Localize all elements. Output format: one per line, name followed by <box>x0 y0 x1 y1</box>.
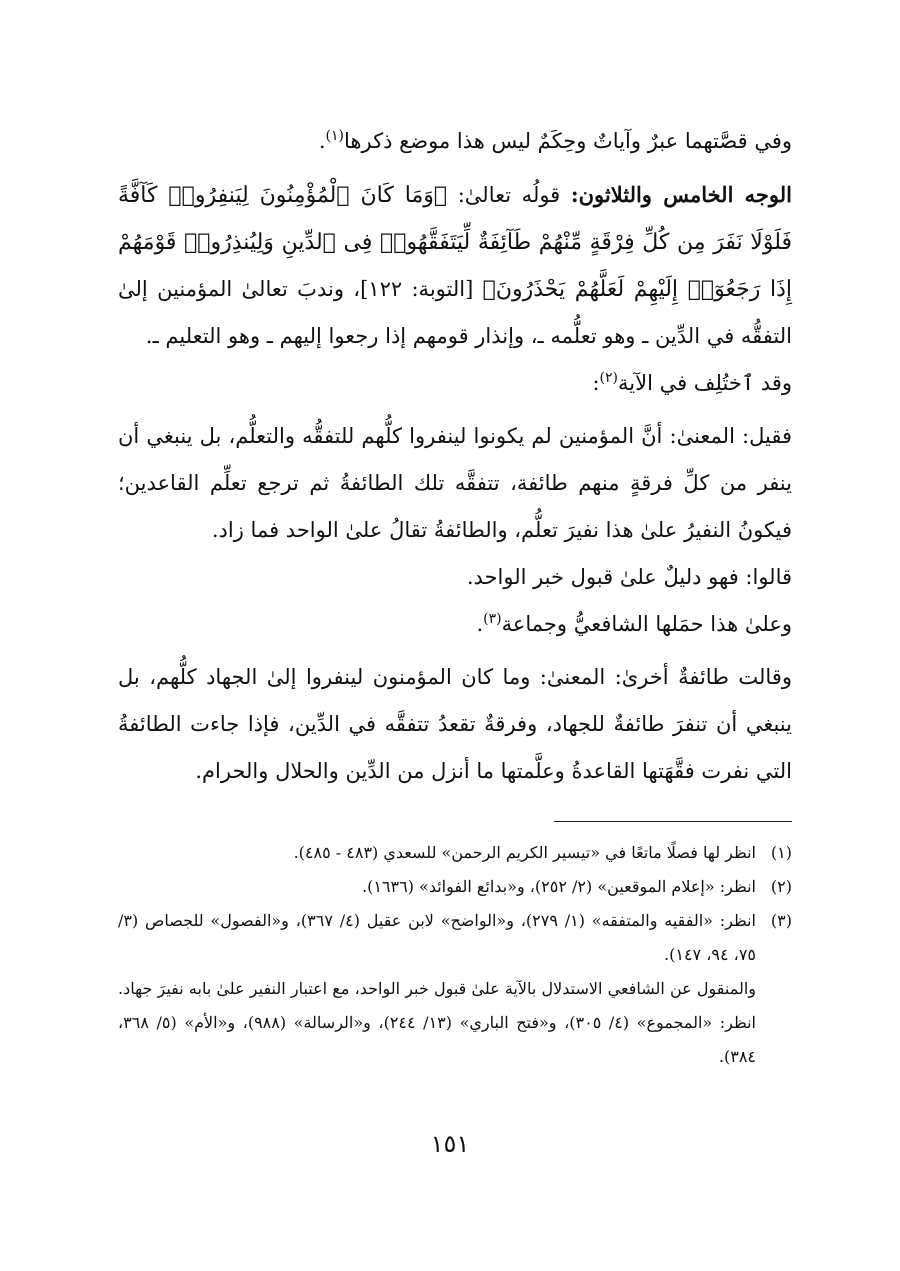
paragraph-4: فقيل: المعنىٰ: أنَّ المؤمنين لم يكونوا لينفروا كلُّهم للتفقُّه والتعلُّم، بل ينبغي أن ينفر من كلِّ فرقةٍ منهم طائفة، تتفقَّه تلك الطائفةُ ثم ترجع تعلِّم القاعدين؛ فيكونُ النفيرُ علىٰ هذا نفيرَ تعلُّم، والطائفةُ تقالُ علىٰ الواحد فما زاد. <box>118 424 792 542</box>
footnote-ref-3[interactable]: (٣) <box>483 611 502 627</box>
verse-citation: [التوبة: ١٢٢] <box>360 277 483 301</box>
paragraph-2 <box>118 171 792 360</box>
paragraph-3-text: وقد ٱختُلِف في الآية <box>618 371 792 395</box>
footnote-number: (١) <box>770 843 792 862</box>
footnote-2 <box>118 870 792 904</box>
paragraph-5: قالوا: فهو دليلٌ علىٰ قبول خبر الواحد. <box>466 565 792 589</box>
page-number: ١٥١ <box>430 1130 470 1158</box>
footnotes <box>118 836 792 1074</box>
footnote-text: انظر: «إعلام الموقعين» (٢/ ٢٥٢)، و«بدائع الفوائد» (١٦٣٦). <box>362 877 756 896</box>
footnote-1 <box>118 836 792 870</box>
paragraph-6 <box>118 601 792 648</box>
quran-verse: ﴿وَمَا كَانَ ٱلْمُؤْمِنُونَ لِيَنفِرُوا۟ كَآفَّةً فَلَوْلَا نَفَرَ مِن كُلِّ فِرْقَةٍ مِّنْهُمْ طَآئِفَةٌ لِّيَتَفَقَّهُوا۟ فِى ٱلدِّينِ وَلِيُنذِرُوا۟ قَوْمَهُمْ إِذَا رَجَعُوٓا۟ إِلَيْهِمْ لَعَلَّهُمْ يَحْذَرُونَ﴾ <box>118 183 793 302</box>
footnote-text: انظر لها فصلًا ماتعًا في «تيسير الكريم الرحمن» للسعدي (٤٨٣ - ٤٨٥). <box>293 843 756 862</box>
paragraph-6-text: وعلىٰ هذا حمَلها الشافعيُّ وجماعة <box>501 612 792 636</box>
footnote-3 <box>118 904 792 972</box>
footnote-divider <box>554 821 792 822</box>
footnote-number: (٢) <box>770 877 792 896</box>
footnote-ref-2[interactable]: (٢) <box>599 370 618 386</box>
page-body <box>118 118 792 1074</box>
footnote-text: انظر: «الفقيه والمتفقه» (١/ ٢٧٩)، و«الواضح» لابن عقيل (٤/ ٣٦٧)، و«الفصول» للجصاص (٣/ ٧٥، ٩٤، ١٤٧). <box>118 911 757 964</box>
paragraph-2-intro: قولُه تعالىٰ: <box>447 183 571 207</box>
paragraph-3 <box>118 360 792 407</box>
paragraph-7: وقالت طائفةٌ أخرىٰ: المعنىٰ: وما كان المؤمنون لينفروا إلىٰ الجهاد كلُّهم، بل ينبغي أن تنفرَ طائفةٌ للجهاد، وفرقةٌ تقعدُ تتفقَّه في الدِّين، فإذا جاءت الطائفةُ التي نفرت فقَّهَتها القاعدةُ وعلَّمتها ما أنزل من الدِّين والحلال والحرام. <box>118 665 792 783</box>
footnote-number: (٣) <box>770 911 792 930</box>
footnote-3-continuation: والمنقول عن الشافعي الاستدلال بالآية علىٰ قبول خبر الواحد، مع اعتبار النفير علىٰ بابه نفيرَ جهاد. انظر: «المجموع» (٤/ ٣٠٥)، و«فتح الباري» (١٣/ ٢٤٤)، و«الرسالة» (٩٨٨)، و«الأم» (٥/ ٣٦٨، ٣٨٤). <box>118 979 757 1066</box>
paragraph-2-rest: ، وندبَ تعالىٰ المؤمنين إلىٰ التفقُّه في الدِّين ـ وهو تعلُّمه ـ، وإنذار قومهم إذا رجعوا إليهم ـ وهو التعليم ـ. <box>118 277 792 348</box>
paragraph-3-end: : <box>592 371 600 395</box>
section-heading: الوجه الخامس والثلاثون: <box>570 182 792 207</box>
footnote-ref-1[interactable]: (١) <box>325 128 345 144</box>
paragraph-1 <box>118 118 792 165</box>
main-text <box>118 118 792 795</box>
paragraph-1-end: . <box>318 129 326 153</box>
paragraph-1-text: وفي قصَّتهما عبرٌ وآياتٌ وحِكَمٌ ليس هذا موضع ذكرها <box>344 129 792 153</box>
paragraph-6-end: . <box>476 612 484 636</box>
